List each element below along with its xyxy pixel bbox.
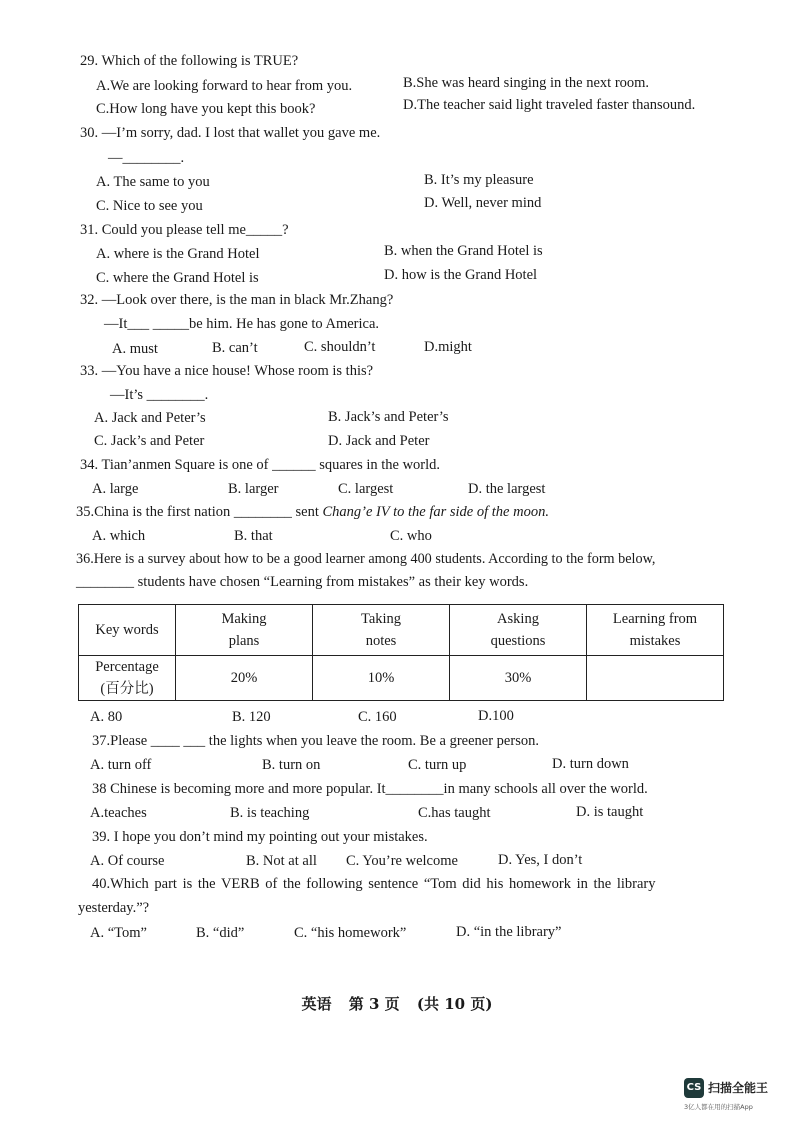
page-footer <box>0 993 794 1014</box>
q34-option-a: A. large <box>92 481 139 497</box>
q34-option-c: C. largest <box>338 481 394 497</box>
q40-option-b: B. “did” <box>196 925 245 941</box>
q31-option-c: C. where the Grand Hotel is <box>96 270 259 286</box>
footer-subject: 英语 <box>301 995 332 1013</box>
q37-option-b: B. turn on <box>262 757 321 773</box>
q39-stem: 39. I hope you don’t mind my pointing out your mistakes. <box>92 829 428 845</box>
survey-header-row <box>79 605 724 656</box>
q31-option-b: B. when the Grand Hotel is <box>384 243 543 259</box>
q40-option-c: C. “his homework” <box>294 925 407 941</box>
q30-answer-blank: —________. <box>108 150 185 166</box>
q35-stem-text: 35.China is the first nation ________ sent <box>76 504 323 520</box>
q40-stem-line2: yesterday.”? <box>78 900 150 916</box>
q32-option-b: B. can’t <box>212 340 258 356</box>
q37-option-c: C. turn up <box>408 757 467 773</box>
q38-option-c: C.has taught <box>418 805 491 821</box>
camscanner-logo-icon: CS <box>684 1078 704 1098</box>
survey-value-asking-questions: 30% <box>450 656 587 701</box>
survey-col-taking-notes: Taking notes <box>313 605 450 656</box>
q32-reply: —It___ _____be him. He has gone to America. <box>104 316 380 332</box>
scanner-tagline: 3亿人都在用的扫描App <box>684 1103 753 1111</box>
survey-col-making-plans: Making plans <box>176 605 313 656</box>
scanner-app-name: 扫描全能王 <box>708 1081 769 1095</box>
q40-option-a: A. “Tom” <box>90 925 147 941</box>
q34-option-d: D. the largest <box>468 481 546 497</box>
q35-stem-italic: Chang’e IV to the far side of the moon. <box>322 504 549 520</box>
q38-option-d: D. is taught <box>576 804 644 820</box>
q37-stem: 37.Please ____ ___ the lights when you leave the room. Be a greener person. <box>92 733 539 749</box>
q36-option-d: D.100 <box>478 708 514 724</box>
q35-option-a: A. which <box>92 528 146 544</box>
q38-option-a: A.teaches <box>90 805 147 821</box>
q39-option-c: C. You’re welcome <box>346 853 458 869</box>
q34-stem: 34. Tian’anmen Square is one of ______ squares in the world. <box>80 457 441 473</box>
footer-total-pages: (共 10 页) <box>416 995 493 1013</box>
q29-option-c: C.How long have you kept this book? <box>96 101 316 117</box>
survey-values-row <box>79 656 724 701</box>
q33-stem: 33. —You have a nice house! Whose room is this? <box>80 363 374 379</box>
q33-option-b: B. Jack’s and Peter’s <box>328 409 449 425</box>
q33-option-d: D. Jack and Peter <box>328 433 430 449</box>
q32-option-a: A. must <box>112 341 158 357</box>
q30-option-d: D. Well, never mind <box>424 195 542 211</box>
survey-table <box>78 604 724 701</box>
q30-option-b: B. It’s my pleasure <box>424 172 534 188</box>
q37-option-d: D. turn down <box>552 756 629 772</box>
q31-stem: 31. Could you please tell me_____? <box>80 222 289 238</box>
q36-option-a: A. 80 <box>90 709 123 725</box>
survey-value-making-plans: 20% <box>176 656 313 701</box>
q38-option-b: B. is teaching <box>230 805 310 821</box>
q32-option-d: D.might <box>424 339 472 355</box>
scanner-watermark <box>684 1078 790 1114</box>
q38-stem: 38 Chinese is becoming more and more popular. It________in many schools all over the world. <box>92 781 648 797</box>
q30-option-a: A. The same to you <box>96 174 210 190</box>
q29-option-b: B.She was heard singing in the next room. <box>403 75 650 91</box>
q29-stem: 29. Which of the following is TRUE? <box>80 53 299 69</box>
q36-option-c: C. 160 <box>358 709 397 725</box>
q32-stem: 32. —Look over there, is the man in black Mr.Zhang? <box>80 292 394 308</box>
q30-stem: 30. —I’m sorry, dad. I lost that wallet you gave me. <box>80 125 381 141</box>
q33-reply: —It’s ________. <box>110 387 209 403</box>
q35-option-b: B. that <box>234 528 273 544</box>
q39-option-a: A. Of course <box>90 853 165 869</box>
q36-stem-line1: 36.Here is a survey about how to be a good learner among 400 students. According to the form below, <box>76 551 656 567</box>
q35-option-c: C. who <box>390 528 432 544</box>
q32-option-c: C. shouldn’t <box>304 339 376 355</box>
survey-row-percentage-label: Percentage (百分比) <box>79 656 176 701</box>
q31-option-a: A. where is the Grand Hotel <box>96 246 260 262</box>
q39-option-b: B. Not at all <box>246 853 317 869</box>
q29-option-a: A.We are looking forward to hear from you. <box>96 78 353 94</box>
q31-option-d: D. how is the Grand Hotel <box>384 267 538 283</box>
survey-value-taking-notes: 10% <box>313 656 450 701</box>
footer-page-number: 第 3 页 <box>348 995 400 1013</box>
q36-option-b: B. 120 <box>232 709 271 725</box>
survey-header-key-words: Key words <box>79 605 176 656</box>
q33-option-c: C. Jack’s and Peter <box>94 433 205 449</box>
survey-col-asking-questions: Asking questions <box>450 605 587 656</box>
q37-option-a: A. turn off <box>90 757 152 773</box>
q40-option-d: D. “in the library” <box>456 924 562 940</box>
q39-option-d: D. Yes, I don’t <box>498 852 583 868</box>
survey-col-learning-from-mistakes: Learning from mistakes <box>587 605 724 656</box>
q36-stem-line2: ________ students have chosen “Learning from mistakes” as their key words. <box>76 574 529 590</box>
q35-stem <box>76 503 549 521</box>
q40-stem-line1: 40.Which part is the VERB of the following sentence “Tom did his homework in the library <box>92 876 656 892</box>
q33-option-a: A. Jack and Peter’s <box>94 410 206 426</box>
q30-option-c: C. Nice to see you <box>96 198 203 214</box>
q29-option-d: D.The teacher said light traveled faster thansound. <box>403 97 696 113</box>
survey-value-learning-from-mistakes <box>587 656 724 701</box>
q34-option-b: B. larger <box>228 481 279 497</box>
